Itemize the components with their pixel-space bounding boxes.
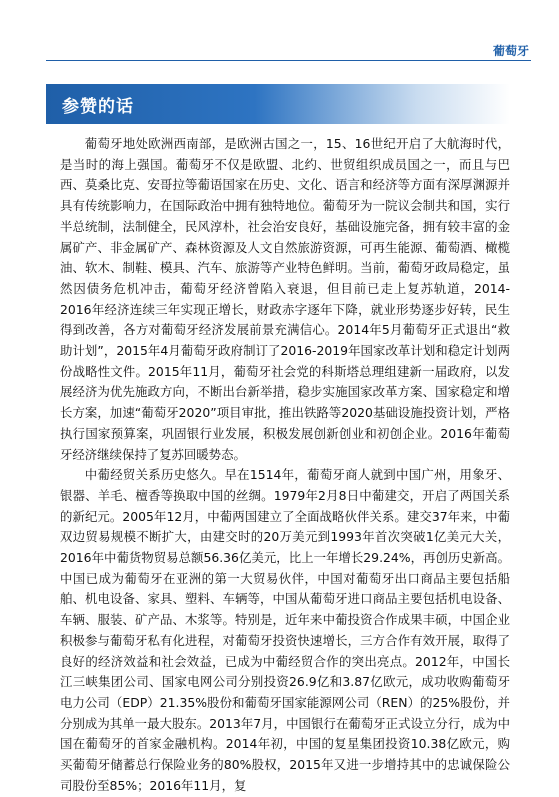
section-title-banner — [46, 84, 510, 124]
paragraph-1: 葡萄牙地处欧洲西南部，是欧洲古国之一，15、16世纪开启了大航海时代，是当时的海上强国。葡萄牙不仅是欧盟、北约、世贸组织成员国之一，而且与巴西、莫桑比克、安哥拉等葡语国家在历史、文化、语言和经济等方面有深厚渊源并具有传统影响力，在国际政治中拥有独特地位。葡萄牙为一院议会制共和国，实行半总统制，法制健全，民风淳朴，社会治安良好，基础设施完备，拥有较丰富的金属矿产、非金属矿产、森林资源及人文自然旅游资源，可再生能源、葡萄酒、橄榄油、软木、制鞋、模具、汽车、旅游等产业特色鲜明。当前，葡萄牙政局稳定，虽然因债务危机冲击，葡萄牙经济曾陷入衰退，但目前已走上复苏轨道，2014-2016年经济连续三年实现正增长，财政赤字逐年下降，就业形势逐步好转，民生得到改善，各方对葡萄牙经济发展前景充满信心。2014年5月葡萄牙正式退出“救助计划”，2015年4月葡萄牙政府制订了2016-2019年国家改革计划和稳定计划两份战略性文件。2015年11月，葡萄牙社会党的科斯塔总理组建新一届政府，以发展经济为优先施政方向，不断出台新举措，稳步实施国家改革方案、国家稳定和增长方案，加速“葡萄牙2020”项目审批，推出铁路等2020基础设施投资计划，严格执行国家预算案，巩固银行业发展，积极发展创新创业和初创企业。2016年葡萄牙经济继续保持了复苏回暖势态。 — [60, 136, 510, 462]
running-header: 葡萄牙 — [492, 44, 529, 58]
body-text — [60, 134, 510, 797]
header-divider — [46, 60, 531, 61]
paragraph-2: 中葡经贸关系历史悠久。早在1514年，葡萄牙商人就到中国广州，用象牙、银器、羊毛、檀香等换取中国的丝绸。1979年2月8日中葡建交，开启了两国关系的新纪元。2005年12月，中葡两国建立了全面战略伙伴关系。建交37年来，中葡双边贸易规模不断扩大，由建交时的20万美元到1993年首次突破1亿美元大关，2016年中葡货物贸易总额56.36亿美元，比上一年增长29.24%，再创历史新高。中国已成为葡萄牙在亚洲的第一大贸易伙伴，中国对葡萄牙出口商品主要包括船舶、机电设备、家具、塑料、车辆等，中国从葡萄牙进口商品主要包括机电设备、车辆、服装、矿产品、木浆等。特别是，近年来中葡投资合作成果丰硕，中国企业积极参与葡萄牙私有化进程，对葡萄牙投资快速增长，三方合作有效开展，取得了良好的经济效益和社会效益，已成为中葡经贸合作的突出亮点。2012年，中国长江三峡集团公司、国家电网公司分别投资26.9亿和3.87亿欧元，成功收购葡萄牙电力公司（EDP）21.35%股份和葡萄牙国家能源网公司（REN）的25%股份，并分别成为其单一最大股东。2013年7月，中国银行在葡萄牙正式设立分行，成为中国在葡萄牙的首家金融机构。2014年初，中国的复星集团投资10.38亿欧元，购买葡萄牙储蓄总行保险业务的80%股权，2015年又进一步增持其中的忠诚保险公司股份至85%；2016年11月，复 — [60, 467, 510, 793]
section-title: 参赞的话 — [62, 97, 134, 117]
